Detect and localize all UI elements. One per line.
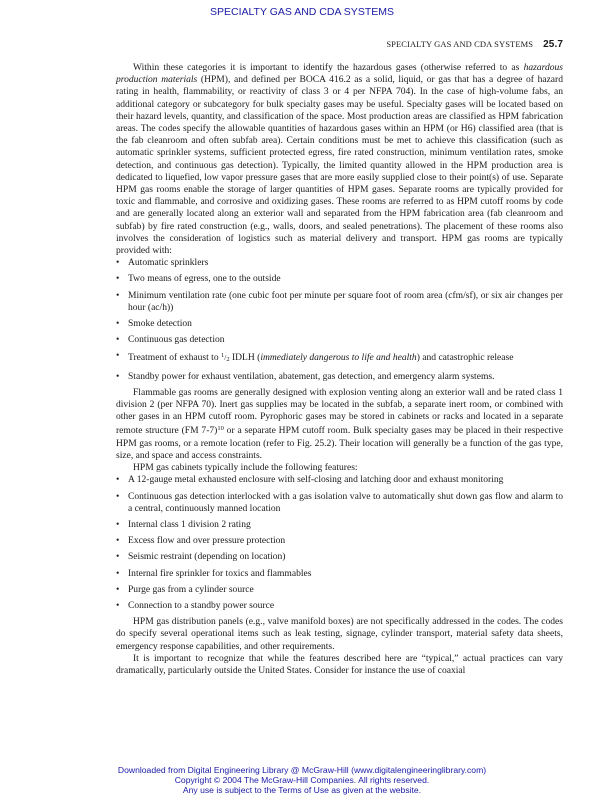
page-body [116, 62, 563, 677]
list-item: • Continuous gas detection interlocked with a gas isolation valve to automatically shut down gas flow and alarm to a central, continuously manned location [116, 491, 563, 515]
one-half-fraction: $^1/_2$ [220, 352, 230, 364]
running-head-title: SPECIALTY GAS AND CDA SYSTEMS [386, 39, 534, 49]
list-item: • Internal class 1 division 2 rating [116, 519, 563, 531]
list-item: • Two means of egress, one to the outside [116, 273, 563, 285]
list-item: • Continuous gas detection [116, 334, 563, 346]
list-item: • Seismic restraint (depending on location) [116, 551, 563, 563]
hpm-room-features-list [116, 257, 563, 383]
list-item: • Minimum ventilation rate (one cubic foot per minute per square foot of room area (cfm/sf), or six air changes per hour (ac/h)) [116, 290, 563, 314]
footer-copyright: Copyright © 2004 The McGraw-Hill Companies. All rights reserved. [174, 775, 430, 785]
page-number: 25.7 [543, 39, 563, 50]
term-hazardous-production-materials: hazardous production materials [116, 62, 563, 86]
list-item: • Standby power for exhaust ventilation, abatement, gas detection, and emergency alarm systems. [116, 371, 563, 383]
list-item: • Excess flow and over pressure protection [116, 535, 563, 547]
list-item: • Connection to a standby power source [116, 600, 563, 612]
paragraph-typical-practices: It is important to recognize that while the features described here are “typical,” actual practices can vary dramatically, particularly outside the United States. Consider for instance the use of coaxial [116, 652, 563, 676]
list-item: • Automatic sprinklers [116, 257, 563, 269]
list-item-exhaust-treatment: • Treatment of exhaust to $^1/_2$ IDLH (immediately dangerous to life and health) and catastrophic release [116, 350, 563, 366]
download-footer [0, 765, 604, 795]
paragraph-hpm-intro: Within these categories it is important to identify the hazardous gases (otherwise referred to as hazardous production materials (HPM), and defined per BOCA 416.2 as a solid, liquid, or gas that has a degree of hazard rating in health, flammability, or reactivity of class 3 or 4 per NFPA 704). In the case of high-volume fabs, an additional category or subcategory for bulk specialty gases may be useful. Specialty gases will be located based on their hazard levels, quantity, and classification of the space. Most production areas are classified as HPM fabrication areas. The codes specify the allowable quantities of hazardous gases within an HPM (or H6) classified area (that is the fab cleanroom and often subfab area). Certain conditions must be met to achieve this classification (such as automatic sprinkler systems, sufficient protected egress, fire rated construction, minimum ventilation rates, smoke detection, and continuous gas detection). Typically, the limited quantity allowed in the HPM production area is dedicated to liquefied, low vapor pressure gases that are more easily supplied close to their point(s) of use. Separate HPM gas rooms enable the storage of larger quantities of HPM gases. Separate rooms are typically provided for toxic and flammable, and corrosive and oxidizing gases. These rooms are referred to as HPM cutoff rooms by code and are generally located along an exterior wall and separated from the HPM fabrication area (fab cleanroom and subfab) by fire rated construction (e.g., walls, doors, and sealed penetrations). The placement of these rooms also involves the consideration of logistics such as material delivery and transport. HPM gas rooms are typically provided with: [116, 62, 564, 257]
footer-terms-of-use[interactable]: Any use is subject to the Terms of Use as given at the website. [182, 785, 422, 795]
footer-download-link[interactable]: Downloaded from Digital Engineering Library @ McGraw-Hill (www.digitalengineeringlibrary.com) [117, 765, 487, 775]
list-item: • Purge gas from a cylinder source [116, 584, 563, 596]
paragraph-gas-cabinets-intro: HPM gas cabinets typically include the following features: [133, 462, 358, 474]
running-head [116, 39, 563, 50]
term-idlh: immediately dangerous to life and health [260, 352, 417, 364]
list-item: • A 12-gauge metal exhausted enclosure with self-closing and latching door and exhaust monitoring [116, 474, 563, 486]
footnote-reference: 10 [217, 425, 224, 433]
top-banner-title: SPECIALTY GAS AND CDA SYSTEMS [209, 6, 394, 18]
paragraph-flammable-gas-rooms: Flammable gas rooms are generally designed with explosion venting along an exterior wall and be rated class 1 division 2 (per NFPA 70). Inert gas supplies may be located in the subfab, a separate inert room, or combined with other gases in an HPM cutoff room. Pyrophoric gases may be stored in cabinets or racks and located in a separate remote structure (FM 7-7)$^{10}$ or a separate HPM cutoff room. Bulk specialty gases may be placed in their respective HPM gas rooms, or a remote location (refer to Fig. 25.2). Their location will generally be a function of the gas type, size, and space and access constraints. [116, 386, 563, 461]
gas-cabinet-features-list [116, 474, 563, 612]
paragraph-distribution-panels: HPM gas distribution panels (e.g., valve manifold boxes) are not specifically addressed in the codes. The codes do specify several operational items such as leak testing, signage, cylinder transport, material safety data sheets, emergency response capabilities, and other requirements. [116, 616, 563, 652]
list-item: • Internal fire sprinkler for toxics and flammables [116, 568, 563, 580]
list-item: • Smoke detection [116, 318, 563, 330]
